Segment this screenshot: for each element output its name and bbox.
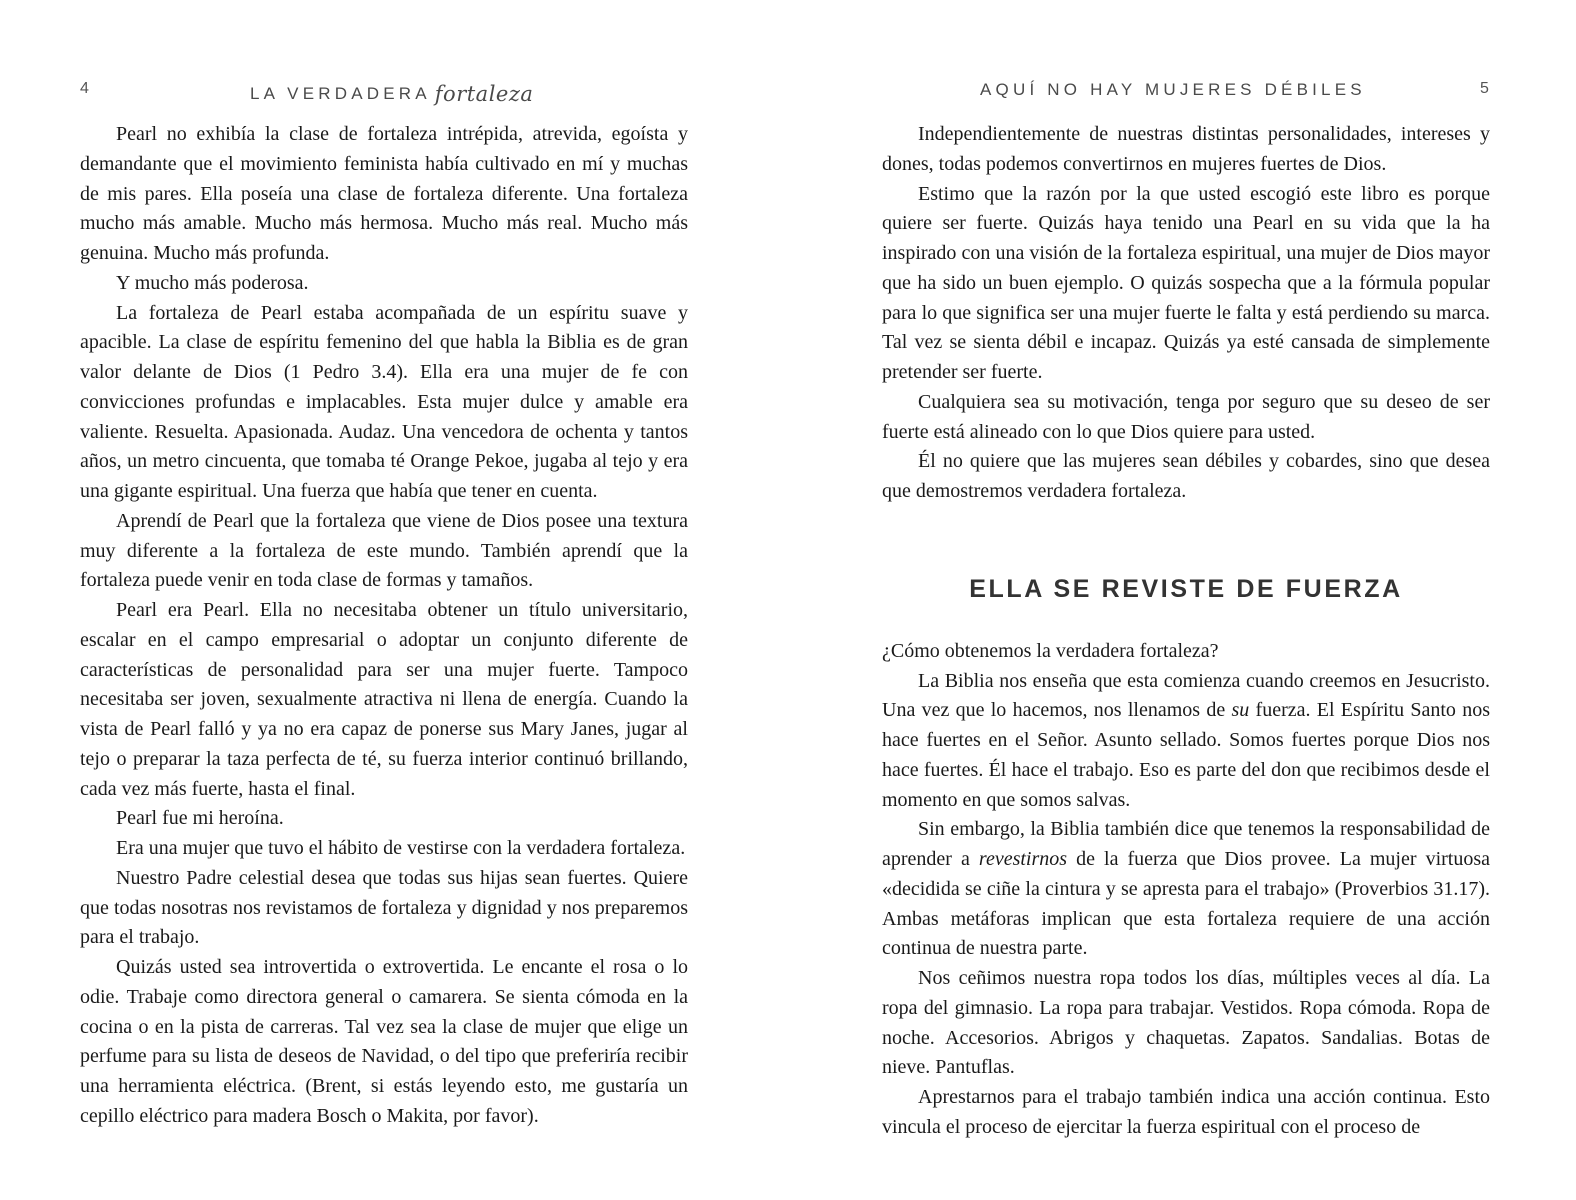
emphasis: revestirnos [978, 848, 1068, 870]
paragraph: Pearl era Pearl. Ella no necesitaba obtener un título universitario, escalar en el campo empresarial o adoptar un conjunto diferente de características de personalidad para ser una mujer fuerte. Tampoco necesitaba ser joven, sexualmente atractiva ni llena de energía. Cuando la vista de Pearl falló y ya no era capaz de ponerse sus Mary Janes, jugar al tejo o preparar la taza perfecta de té, su fuerza interior continuó brillando, cada vez más fuerte, hasta el final. [80, 599, 688, 800]
paragraph: Aprestarnos para el trabajo también indica una acción continua. Esto vincula el proceso de ejercitar la fuerza espiritual con el proceso de [882, 1086, 1490, 1138]
paragraph [882, 815, 1490, 964]
paragraph: La fortaleza de Pearl estaba acompañada de un espíritu suave y apacible. La clase de espíritu femenino del que habla la Biblia es de gran valor delante de Dios (1 Pedro 3.4). Ella era una mujer de fe con convicciones profundas e implacables. Esta mujer dulce y amable era valiente. Resuelta. Apasionada. Audaz. Una vencedora de ochenta y tantos años, un metro cincuenta, que tomaba té Orange Pekoe, jugaba al tejo y era una gigante espiritual. Una fuerza que había que tener en cuenta. [80, 301, 688, 502]
paragraph: Nuestro Padre celestial desea que todas sus hijas sean fuertes. Quiere que todas nosotras nos revistamos de fortaleza y dignidad y nos preparemos para el trabajo. [80, 866, 688, 949]
paragraph: Independientemente de nuestras distintas personalidades, intereses y dones, todas podemos convertirnos en mujeres fuertes de Dios. [882, 123, 1490, 175]
paragraph: Nos ceñimos nuestra ropa todos los días, múltiples veces al día. La ropa del gimnasio. La ropa para trabajar. Vestidos. Ropa cómoda. Ropa de noche. Accesorios. Abrigos y chaquetas. Zapatos. Sandalias. Botas de nieve. Pantuflas. [882, 967, 1490, 1079]
right-page [788, 0, 1576, 1200]
body-text [80, 120, 688, 1132]
paragraph: Era una mujer que tuvo el hábito de vestirse con la verdadera fortaleza. [116, 837, 686, 859]
running-head-script: fortaleza [434, 82, 534, 106]
paragraph: Quizás usted sea introvertida o extrovertida. Le encante el rosa o lo odie. Trabaje como directora general o camarera. Se sienta cómoda en la cocina o en la pista de carreras. Tal vez sea la clase de mujer que elige un perfume para su lista de deseos de Navidad, o del tipo que preferiría recibir una herramienta eléctrica. (Brent, si estás leyendo esto, me gustaría un cepillo eléctrico para madera Bosch o Makita, por favor). [80, 956, 688, 1127]
paragraph [882, 667, 1490, 816]
page-number: 4 [80, 80, 90, 97]
text-run: La Biblia nos enseña que esta comienza cuando creemos en Jesucristo. Una vez que lo hacemos, nos llenamos de [882, 669, 1490, 722]
page-number: 5 [1480, 80, 1490, 97]
paragraph: Cualquiera sea su motivación, tenga por seguro que su deseo de ser fuerte está alineado con lo que Dios quiere para usted. [882, 390, 1490, 443]
text-run: Sin embargo, la Biblia también dice que tenemos la responsabilidad de aprender a [882, 818, 1490, 870]
running-head-caps: LA VERDADERA [250, 84, 431, 103]
text-run: de la fuerza que Dios provee. La mujer virtuosa «decidida se ciñe la cintura y se apresta para el trabajo» (Proverbios 31.17). Ambas metáforas implican que esta fortaleza requiere de una acción continua de nuestra parte. [882, 848, 1490, 960]
running-head: AQUÍ NO HAY MUJERES DÉBILES [980, 80, 1366, 99]
section-heading: ELLA SE REVISTE DE FUERZA [969, 574, 1403, 603]
section-question: ¿Cómo obtenemos la verdadera fortaleza? [882, 639, 1219, 662]
body-text [882, 120, 1490, 1143]
paragraph: Y mucho más poderosa. [116, 271, 309, 294]
paragraph: Estimo que la razón por la que usted escogió este libro es porque quiere ser fuerte. Quizás haya tenido una Pearl en su vida que la ha inspirado con una visión de la fortaleza espiritual, una mujer de Dios mayor que ha sido un buen ejemplo. O quizás sospecha que a la fórmula popular para lo que significa ser una mujer fuerte le falta y está perdiendo su marca. Tal vez se sienta débil e incapaz. Quizás ya esté cansada de simplemente pretender ser fuerte. [882, 182, 1490, 383]
paragraph: Pearl fue mi heroína. [116, 807, 284, 830]
paragraph: Pearl no exhibía la clase de fortaleza intrépida, atrevida, egoísta y demandante que el movimiento feminista había cultivado en mí y muchas de mis pares. Ella poseía una clase de fortaleza diferente. Una fortaleza mucho más amable. Mucho más hermosa. Mucho más real. Mucho más genuina. Mucho más profunda. [80, 123, 688, 264]
paragraph: Él no quiere que las mujeres sean débiles y cobardes, sino que desea que demostremos verdadera fortaleza. [882, 450, 1490, 502]
running-head [250, 80, 533, 104]
paragraph: Aprendí de Pearl que la fortaleza que viene de Dios posee una textura muy diferente a la fortaleza de este mundo. También aprendí que la fortaleza puede venir en toda clase de formas y tamaños. [80, 509, 688, 592]
text-run: fuerza. El Espíritu Santo nos hace fuertes en el Señor. Asunto sellado. Somos fuertes porque Dios nos hace fuertes. Él hace el trabajo. Eso es parte del don que recibimos desde el momento en que somos salvas. [882, 699, 1490, 811]
emphasis: su [1231, 699, 1250, 722]
